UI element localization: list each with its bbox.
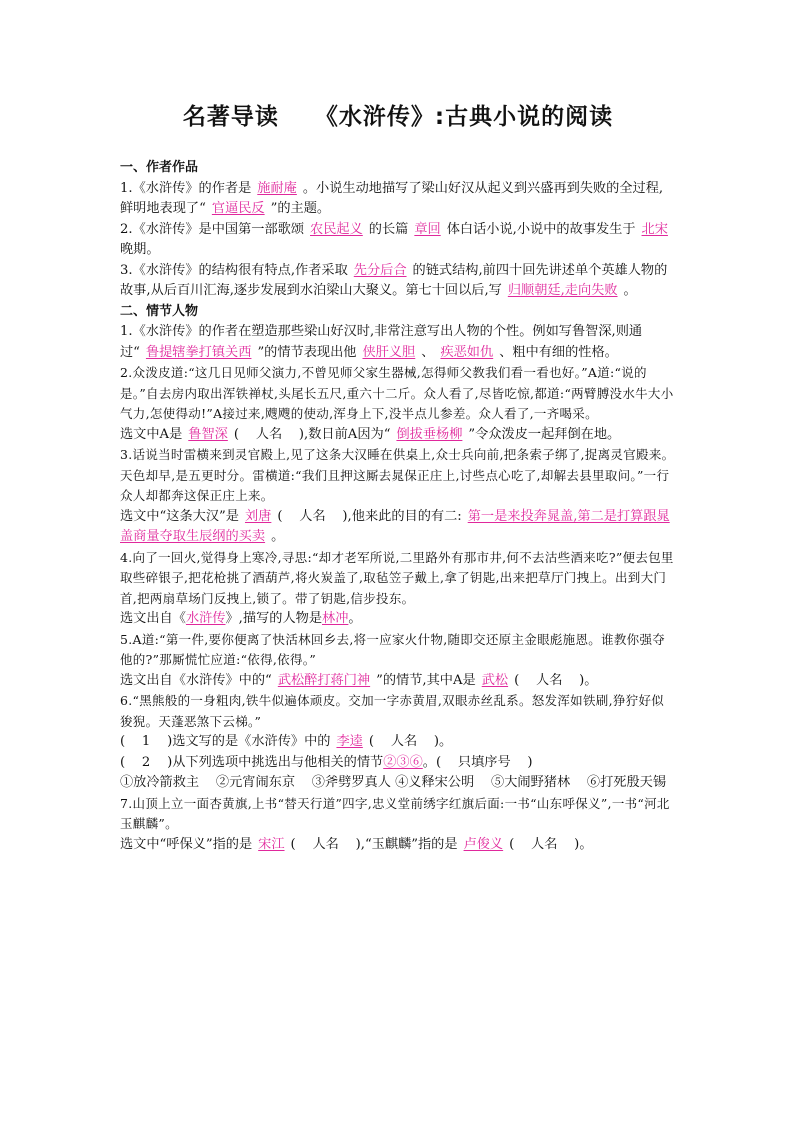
answer: 农民起义 (310, 221, 363, 237)
answer: 官逼民反 (211, 201, 265, 216)
question-2-5: 选文出自《水浒传》中的“ 武松醉打蒋门神 ”的情节,其中A是 武松 ( 人名 )。 (120, 672, 598, 688)
question-2-7: 选文中“呼保义”指的是 宋江 ( 人名 ),“玉麒麟”指的是 卢俊义 ( 人名 )。 (120, 836, 593, 852)
section-heading-author-works: 一、作者作品 (120, 160, 199, 175)
answer: 施耐庵 (257, 180, 297, 196)
options-row-1: ①放冷箭救主 ②元宵闹东京 ③斧劈罗真人 (120, 775, 391, 790)
answer: 倒拔垂杨柳 (396, 426, 463, 442)
answer: 章回 (414, 221, 441, 237)
answer: 林冲 (322, 611, 349, 626)
answer: 刘唐 (244, 508, 272, 524)
answer: 鲁智深 (188, 426, 228, 442)
excerpt-4: 4.向了一回火,觉得身上寒冷,寻思:“却才老军所说,二里路外有那市井,何不去沽些酒来吃?”便去包里取些碎银子,把花枪挑了酒葫芦,将火炭盖了,取毡笠子戴上,拿了钥匙,出来把草厅门拽上。出到大门首,把两扇草场门反拽上,锁了。带了钥匙,信步投东。 (120, 549, 674, 606)
question-1-3: 3.《水浒传》的结构很有特点,作者采取 先分后合 的链式结构,前四十回先讲述单个英雄人物的故事,从后百川汇海,逐步发展到水泊梁山大聚义。第七十回以后,写 归顺朝廷,走向失败 。 (120, 262, 668, 298)
question-2-6-2: ( 2 )从下列选项中挑选出与他相关的情节②③⑥。( 只填序号 ) (120, 754, 533, 770)
question-2-4: 选文出自《水浒传》,描写的人物是林冲。 (120, 611, 362, 626)
excerpt-6: 6.“黑熊般的一身粗肉,铁牛似遍体顽皮。交加一字赤黄眉,双眼赤丝乱系。怒发浑如铁刷,狰狞好似狻猊。天蓬恶煞下云梯。” (120, 693, 665, 729)
options-row-2: ④义释宋公明 ⑤大闹野猪林 ⑥打死殷天锡 (395, 775, 667, 790)
question-1-2: 2.《水浒传》是中国第一部歌颂 农民起义 的长篇 章回 体白话小说,小说中的故事发生于 北宋晚期。 (120, 220, 676, 261)
answer: 第一是来投奔晁盖,第二是打算跟晁盖商量夺取生辰纲的买卖 (120, 508, 670, 544)
answer: 先分后合 (353, 262, 407, 278)
answer: 水浒传 (185, 611, 226, 626)
answer: 疾恶如仇 (440, 344, 494, 360)
answer: 宋江 (258, 836, 285, 852)
answer: ②③⑥ (383, 754, 423, 770)
answer: 武松 (481, 672, 509, 688)
page-title: 名著导读 《水浒传》:古典小说的阅读 (182, 104, 614, 130)
excerpt-2: 2.众泼皮道:“这几日见师父演力,不曾见师父家生器械,怎得师父教我们看一看也好。”A道:“说的是。”自去房内取出浑铁禅杖,头尾长五尺,重六十二斤。众人看了,尽皆吃惊,都道:“两臂膊没水牛大小气力,怎使得动!”A接过来,飕飕的使动,浑身上下,没半点儿参差。众人看了,一齐喝采。 (120, 365, 674, 421)
excerpt-5: 5.A道:“第一件,要你便离了快活林回乡去,将一应家火什物,随即交还原主金眼彪施恩。谁教你强夺他的?”那厮慌忙应道:“依得,依得。” (120, 631, 666, 667)
section-heading-plot-characters: 二、情节人物 (120, 303, 199, 319)
answer: 卢俊义 (463, 836, 504, 852)
question-1-1: 1.《水浒传》的作者是 施耐庵 。小说生动地描写了梁山好汉从起义到兴盛再到失败的全过程,鲜明地表现了“ 官逼民反 ”的主题。 (120, 180, 664, 216)
answer: 武松醉打蒋门神 (277, 672, 371, 688)
question-2-2: 选文中A是 鲁智深 ( 人名 ),数日前A因为“ 倒拔垂杨柳 ”令众泼皮一起拜倒在地。 (120, 426, 621, 442)
question-2-1: 1.《水浒传》的作者在塑造那些梁山好汉时,非常注意写出人物的个性。例如写鲁智深,则通过“ 鲁提辖拳打镇关西 ”的情节表现出他 侠肝义胆 、 疾恶如仇 、粗中有细的性格。 (120, 324, 643, 360)
answer: 李逵 (336, 734, 363, 749)
excerpt-7: 7.山顶上立一面杏黄旗,上书“替天行道”四字,忠义堂前绣字红旗后面:一书“山东呼保义”,一书“河北玉麒麟”。 (120, 795, 670, 831)
answer: 归顺朝廷,走向失败 (507, 283, 618, 298)
worksheet-content (120, 158, 676, 855)
question-2-6-1: ( 1 )选文写的是《水浒传》中的 李逵 ( 人名 )。 (120, 734, 453, 749)
excerpt-3: 3.话说当时雷横来到灵官殿上,见了这条大汉睡在供桌上,众士兵向前,把条索子绑了,捉离灵官殿来。天色却早,是五更时分。雷横道:“我们且押这厮去晁保正庄上,讨些点心吃了,却解去县里取问。”一行众人却都奔这保正庄上来。 (120, 447, 675, 503)
answer: 北宋 (641, 221, 668, 237)
question-2-3: 选文中“这条大汉”是 刘唐 ( 人名 ),他来此的目的有二: 第一是来投奔晁盖,第二是打算跟晁盖商量夺取生辰纲的买卖 。 (120, 508, 670, 544)
answer: 鲁提辖拳打镇关西 (145, 344, 252, 360)
answer: 侠肝义胆 (362, 344, 416, 360)
